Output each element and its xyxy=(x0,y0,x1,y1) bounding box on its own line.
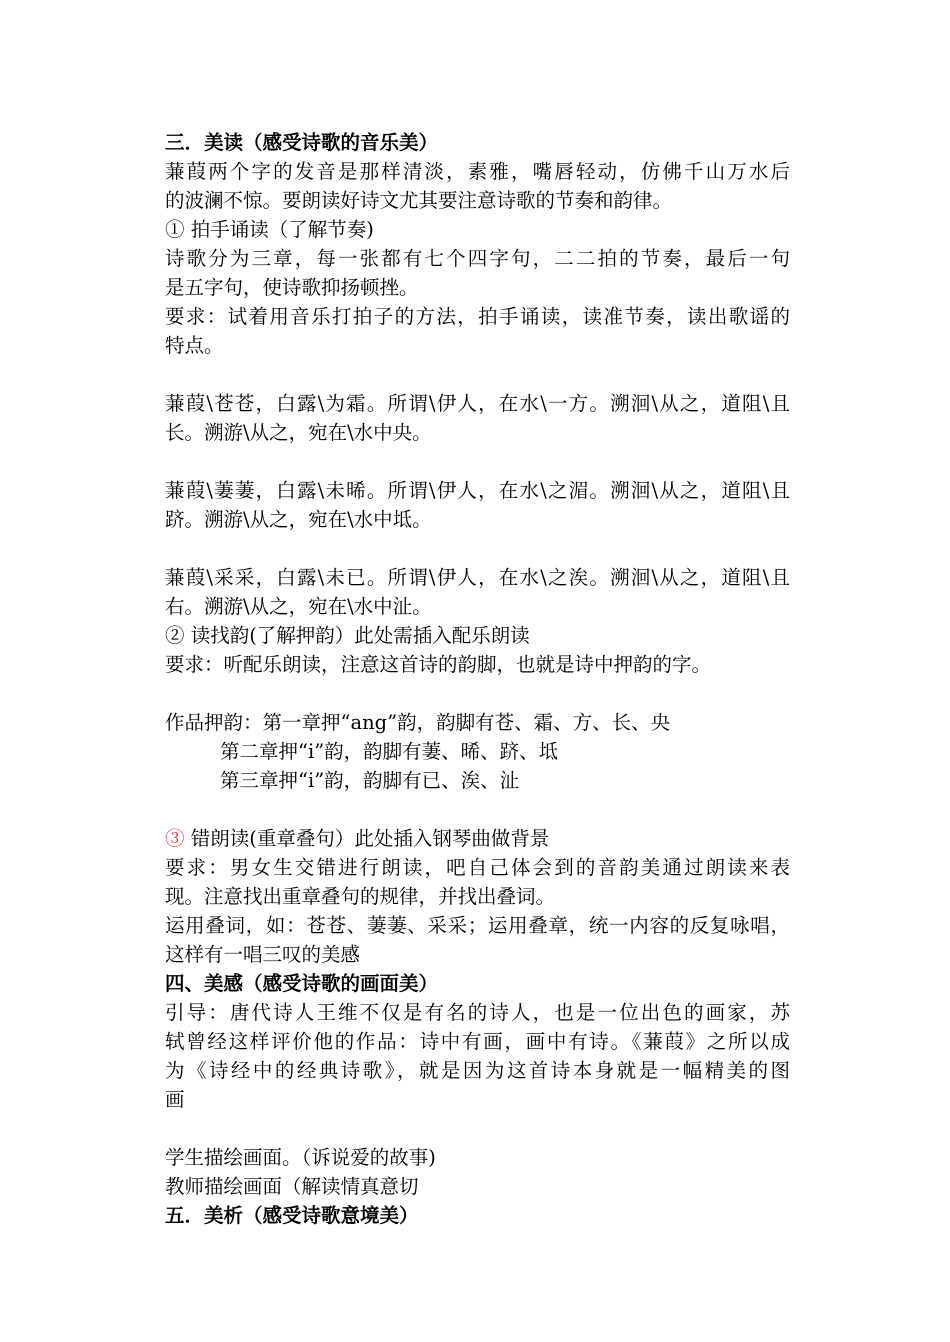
blank-line xyxy=(165,1114,790,1143)
step3-number: ③ xyxy=(165,827,185,850)
stanza-2-line: 蒹葭\萋萋，白露\未晞。所谓\伊人，在水\之湄。溯洄\从之，道阻\且 xyxy=(165,479,790,502)
guide-line: 轼曾经这样评价他的作品：诗中有画，画中有诗。《蒹葭》之所以成 xyxy=(165,1030,790,1053)
blank-line xyxy=(165,447,790,476)
section-heading-3: 三．美读（感受诗歌的音乐美） xyxy=(165,131,439,154)
blank-line xyxy=(165,795,790,824)
guide-line: 引导：唐代诗人王维不仅是有名的诗人，也是一位出色的画家，苏 xyxy=(165,1001,790,1024)
step1-requirement: 要求：试着用音乐打拍子的方法，拍手诵读，读准节奏，读出歌谣的 xyxy=(165,305,790,328)
section-heading-5: 五．美析（感受诗歌意境美） xyxy=(165,1204,419,1227)
step3-requirement: 要求：男女生交错进行朗读，吧自己体会到的音韵美通过朗读来表 xyxy=(165,856,790,879)
stanza-1-line: 长。溯游\从之，宛在\水中央。 xyxy=(165,421,432,444)
rhyme-line: 作品押韵：第一章押“ang”韵，韵脚有苍、霜、方、长、央 xyxy=(165,711,671,734)
intro-line: 的波澜不惊。要朗读好诗文尤其要注意诗歌的节奏和韵律。 xyxy=(165,189,673,212)
step3-note: 运用叠词，如：苍苍、萋萋、采采；运用叠章，统一内容的反复咏唱， xyxy=(165,914,790,937)
stanza-1-line: 蒹葭\苍苍，白露\为霜。所谓\伊人，在水\一方。溯洄\从之，道阻\且 xyxy=(165,392,790,415)
stanza-3-line: 右。溯游\从之，宛在\水中沚。 xyxy=(165,595,432,618)
rhyme-line: 第二章押“i”韵，韵脚有萋、晞、跻、坻 xyxy=(220,740,559,763)
step2-requirement: 要求：听配乐朗读，注意这首诗的韵脚，也就是诗中押韵的字。 xyxy=(165,653,712,676)
student-line: 学生描绘画面。（诉说爱的故事) xyxy=(165,1146,436,1169)
guide-line: 画 xyxy=(165,1088,185,1111)
step3-requirement: 现。注意找出重章叠句的规律，并找出叠词。 xyxy=(165,885,556,908)
step2-title: ② 读找韵(了解押韵）此处需插入配乐朗读 xyxy=(165,624,530,647)
step1-description: 诗歌分为三章，每一张都有七个四字句，二二拍的节奏，最后一句 xyxy=(165,247,790,270)
step1-description: 是五字句，使诗歌抑扬顿挫。 xyxy=(165,276,419,299)
blank-line xyxy=(165,679,790,708)
step1-title: ① 拍手诵读（了解节奏) xyxy=(165,218,374,241)
intro-line: 蒹葭两个字的发音是那样清淡，素雅，嘴唇轻动，仿佛千山万水后 xyxy=(165,160,790,183)
teacher-line: 教师描绘画面（解读情真意切 xyxy=(165,1175,419,1198)
guide-line: 为《诗经中的经典诗歌》，就是因为这首诗本身就是一幅精美的图 xyxy=(165,1059,790,1082)
document-page xyxy=(165,128,790,1230)
step3-title: 错朗读(重章叠句）此处插入钢琴曲做背景 xyxy=(184,827,550,850)
step3-note: 这样有一唱三叹的美感 xyxy=(165,943,361,966)
step3-title-line xyxy=(165,824,790,853)
blank-line xyxy=(165,534,790,563)
step1-requirement: 特点。 xyxy=(165,334,224,357)
section-heading-4: 四、美感（感受诗歌的画面美） xyxy=(165,972,439,995)
rhyme-line: 第三章押“i”韵，韵脚有已、涘、沚 xyxy=(220,769,520,792)
blank-line xyxy=(165,360,790,389)
stanza-3-line: 蒹葭\采采，白露\未已。所谓\伊人，在水\之涘。溯洄\从之，道阻\且 xyxy=(165,566,790,589)
stanza-2-line: 跻。溯游\从之，宛在\水中坻。 xyxy=(165,508,432,531)
